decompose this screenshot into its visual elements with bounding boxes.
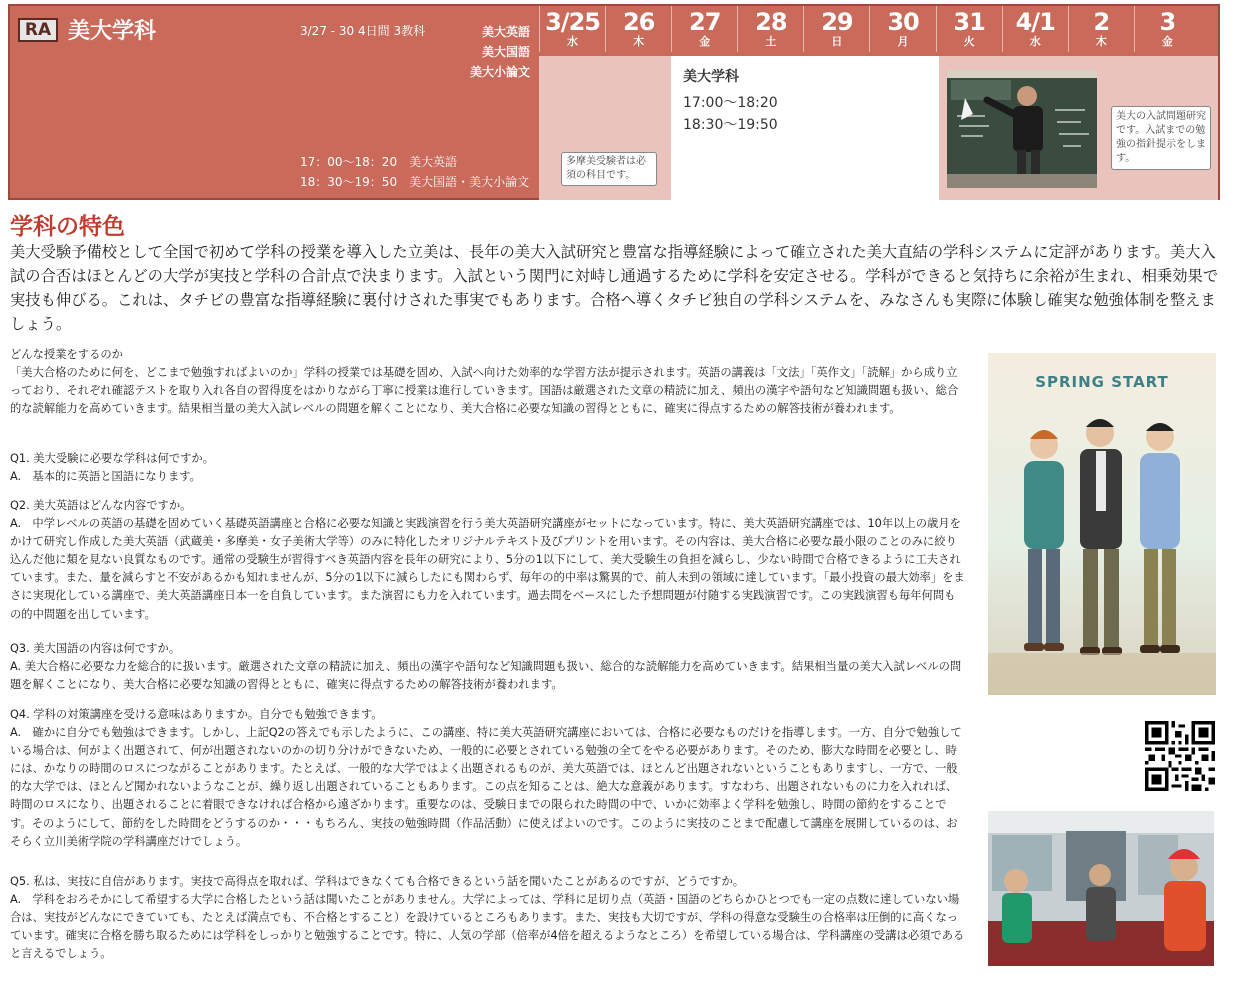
qa-lead: [10, 346, 965, 418]
qa-answer: 「美大合格のために何を、どこまで勉強すればよいのか」学科の授業では基礎を固め、入試へ向けた効率的な学習方法が提示されます。英語の講義は「文法」「英作文」「読解」から成り立っており、それぞれ確認テストを取り入れ各自の習得度をはかりながら丁寧に授業は進行していきます。国語は厳選された文章の精読に加え、頻出の漢字や語句など知識問題も扱い、総合的な読解能力を高めていきます。結果相当量の美大入試レベルの問題を解くことになり、美大合格に必要な知識の習得とともに、確実に得点するための解答技術が養われます。: [10, 366, 959, 416]
qa-answer: A. 中学レベルの英語の基礎を固めていく基礎英語講座と合格に必要な知識と実践演習を行う美大英語研究講座がセットになっています。特に、美大英語研究講座では、10年以上の歳月をかけて研究し作成した美大英語（武蔵美・多摩美・女子美術大学等）のみに特化したオリジナルテキスト及びプリントを用います。その内容は、美大合格に必要な最小限のことのみに絞り込んだ他に類を見ない良質なものです。通常の受験生が習得すべき英語内容を長年の研究により、5分の1以下にして、美大受験生の負担を減らし、少ない時間で合格できるように工夫されています。また、量を減らすと不安があるかも知れませんが、5分の1以下に減らしたにも関わらず、毎年の的中率は驚異的で、前人未到の領域に達しています。「最小投資の最大効率」をまさに実現化している講座で、美大英語講座日本一を自負しています。また演習にも力を入れています。過去問をベースにした予想問題が付随する実践演習です。この実践演習も毎年何問もの的中問題を出しています。: [10, 517, 965, 621]
note-tama: 多摩美受験者は必須の科目です。: [561, 152, 657, 186]
qa-question: Q4. 学科の対策講座を受ける意味はありますか。自分でも勉強できます。: [10, 708, 383, 721]
calendar-day: 30 月: [869, 6, 935, 52]
calendar-day: 2 木: [1068, 6, 1134, 52]
qr-code[interactable]: [1145, 721, 1215, 791]
course-dates: 3/27 - 30 4日間 3教科: [300, 24, 426, 38]
teacher-photo: [947, 70, 1097, 188]
section-intro: 美大受験予備校として全国で初めて学科の授業を導入した立美は、長年の美大入試研究と豊富な指導経験によって確立された美大直結の学科システムに定評があります。美大入試の合否はほとんどの大学が実技と学科の合計点で決まります。入試という関門に対峙し通過するために学科を安定させる。学科ができると気持ちに余裕が生まれ、相乗効果で実技も伸びる。これは、タチビの豊富な指導経験に裏付けされた事実でもあります。合格へ導くタチビ独自の学科システムを、みなさんも実際に体験し確実な勉強体制を整えましょう。: [10, 243, 1219, 333]
schedule-band: [8, 4, 1220, 200]
calendar-days: [539, 6, 1220, 52]
qa-question: Q1. 美大受験に必要な学科は何ですか。: [10, 452, 215, 465]
qa-2: [10, 497, 965, 624]
qa-question: Q5. 私は、実技に自信があります。実技で高得点を取れば、学科はできなくても合格できるという話を聞いたことがあるのですが、どうですか。: [10, 875, 745, 888]
course-code-badge: RA: [18, 18, 58, 42]
time-row: 17：00〜18：20 美大英語: [300, 155, 458, 169]
calendar-day: 29 日: [803, 6, 869, 52]
calendar-cell-post: [939, 56, 1218, 200]
course-title: 美大学科: [68, 19, 157, 44]
course-subjects: [430, 22, 530, 82]
calendar-day: 4/1 水: [1002, 6, 1068, 52]
course-times: [300, 152, 529, 192]
qa-3: [10, 640, 965, 694]
qa-answer: A. 確かに自分でも勉強はできます。しかし、上記Q2の答えでも示したように、この講座、特に美大英語研究講座においては、合格に必要なものだけを指導します。一方、自分で勉強している場合は、何がよく出題されて、何が出題されないのかの切り分けができないため、一般的に必要とされている勉強の全てをやる必要があります。そのため、膨大な時間を必要とし、時には、かなりの時間のロスにつながることがあります。たとえば、一般的な大学ではよく出題されるものが、美大英語では、ほとんど出題されないということもありますし、一方で、一般的な大学では、ほとんど聞かれないようなことが、繰り返し出題されていることもあります。この点を知ることは、絶大な意義があります。すなわち、出題されないものに力を入れれば、時間のロスになり、出題されることに着眼できなければ合格から遠ざかります。重要なのは、受験日までの限られた時間の中で、いかに効率よく学科を勉強し、時間の節約をすることです。そのようにして、節約をした時間をどうするのか・・・もちろん、実技の勉強時間（作品活動）に使えばよいのです。このように実技のことまで配慮して講座を展開しているのは、おそらく立川美術学院の学科講座だけでしょう。: [10, 726, 962, 848]
calendar-day: 26 木: [605, 6, 671, 52]
qa-question: Q3. 美大国語の内容は何ですか。: [10, 642, 181, 655]
qa-answer: A. 基本的に英語と国語になります。: [10, 470, 201, 484]
subject-item: 美大英語: [481, 25, 530, 39]
qa-4: [10, 706, 965, 851]
qa-answer: A. 学科をおろそかにして希望する大学に合格したという話は聞いたことがありません。大学によっては、学科に足切り点（英語・国語のどちらかひとつでも一定の点数に達していない場合は、実技がどんなにできていても、たとえば満点でも、不合格とすること）を設けているところもあります。また、実技も大切ですが、学科の得意な受験生の合格率は圧倒的に高くなっています。確実に合格を勝ち取るためには学科をしっかりと勉強することです。特に、人気の学部（倍率が4倍を超えるようなところ）を希望している場合は、学科講座の受講は必須であると言えるでしょう。: [10, 893, 965, 961]
time-row: 18：30〜19：50 美大国語・美大小論文: [300, 175, 530, 189]
qa-question: Q2. 美大英語はどんな内容ですか。: [10, 499, 192, 512]
calendar-day: 27 金: [671, 6, 737, 52]
section-title: 学科の特色: [10, 214, 125, 240]
note-entrance: 美大の入試問題研究です。入試までの勉強の指針提示をします。: [1111, 106, 1211, 170]
calendar-day: 3 金: [1134, 6, 1200, 52]
subject-item: 美大国語: [481, 45, 530, 59]
session-title: 美大学科: [683, 69, 739, 85]
subject-item: 美大小論文: [469, 65, 530, 79]
classroom-photo: [988, 811, 1214, 966]
qa-5: [10, 873, 965, 963]
calendar-day: 3/25 水: [539, 6, 605, 52]
calendar-day: 28 土: [737, 6, 803, 52]
qa-answer: A. 美大合格に必要な力を総合的に扱います。厳選された文章の精読に加え、頻出の漢字や語句など知識問題も扱い、総合的な読解能力を高めていきます。結果相当量の美大入試レベルの問題を解くことになり、美大合格に必要な知識の習得とともに、確実に得点するための解答技術が養われます。: [10, 660, 962, 692]
calendar-cell-pre: [539, 56, 671, 200]
calendar-cell-session: [671, 56, 939, 200]
qa-1: [10, 450, 965, 486]
calendar-day: 31 火: [936, 6, 1002, 52]
session-times: 17:00〜18:20 18:30〜19:50: [683, 95, 778, 133]
poster-title: SPRING START: [1035, 373, 1169, 391]
qa-question: どんな授業をするのか: [10, 348, 123, 361]
spring-start-poster: [988, 353, 1216, 695]
